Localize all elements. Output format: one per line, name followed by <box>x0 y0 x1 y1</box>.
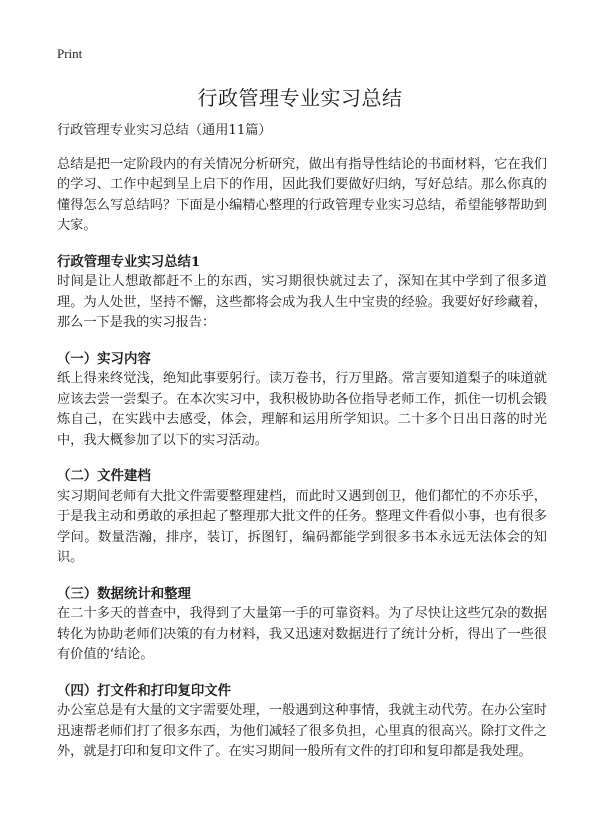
document-title: 行政管理专业实习总结 <box>197 86 403 110</box>
part-heading-4: （四）打文件和打印复印文件 <box>57 682 232 699</box>
section-heading: 行政管理专业实习总结1 <box>57 253 201 270</box>
document-subtitle: 行政管理专业实习总结（通用11篇） <box>57 123 272 138</box>
part-paragraph-2: 实习期间老师有大批文件需要整理建档，而此时又遇到创卫，他们都忙的不亦乐乎，于是我主动和勇敢的承担起了整理那大批文件的任务。整理文件看似小事，也有很多学问。数量浩瀚，排序，装订，拆图钉，编码都能学到很多书本永远无法体会的知识。 <box>57 488 547 565</box>
part-heading-1: （一）实习内容 <box>57 350 151 367</box>
part-paragraph-1: 纸上得来终觉浅，绝知此事要躬行。读万卷书，行万里路。常言要知道梨子的味道就应该去尝一尝梨子。在本次实习中，我积极协助各位指导老师工作，抓住一切机会锻炼自己，在实践中去感受，体会，理解和运用所学知识。二十多个日出日落的时光中，我大概参加了以下的实习活动。 <box>57 371 547 448</box>
part-paragraph-3: 在二十多天的普查中，我得到了大量第一手的可靠资料。为了尽快让这些冗杂的数据转化为协助老师们决策的有力材料，我又迅速对数据进行了统计分析，得出了一些很有价值的‘结论。 <box>57 606 547 662</box>
intro-paragraph: 总结是把一定阶段内的有关情况分析研究，做出有指导性结论的书面材料，它在我们的学习、工作中起到呈上启下的作用，因此我们要做好归纳，写好总结。那么你真的懂得怎么写总结吗？下面是小编精心整理的行政管理专业实习总结，希望能够帮助到大家。 <box>57 156 547 233</box>
part-heading-3: （三）数据统计和整理 <box>57 585 191 602</box>
document-body <box>57 121 547 778</box>
section-intro-paragraph: 时间是让人想敢都赶不上的东西，实习期很快就过去了，深知在其中学到了很多道理。为人处世，坚持不懈，这些都将会成为我人生中宝贵的经验。我要好好珍藏着，那么一下是我的实习报告： <box>57 274 547 330</box>
print-link[interactable]: Print <box>57 46 83 61</box>
part-paragraph-4: 办公室总是有大量的文字需要处理，一般遇到这种事情，我就主动代劳。在办公室时迅速帮老师们打了很多东西，为他们减轻了很多负担，心里真的很高兴。除打文件之外，就是打印和复印文件了。在实习期间一般所有文件的打印和复印都是我处理。 <box>57 703 547 759</box>
part-heading-2: （二）文件建档 <box>57 468 151 484</box>
